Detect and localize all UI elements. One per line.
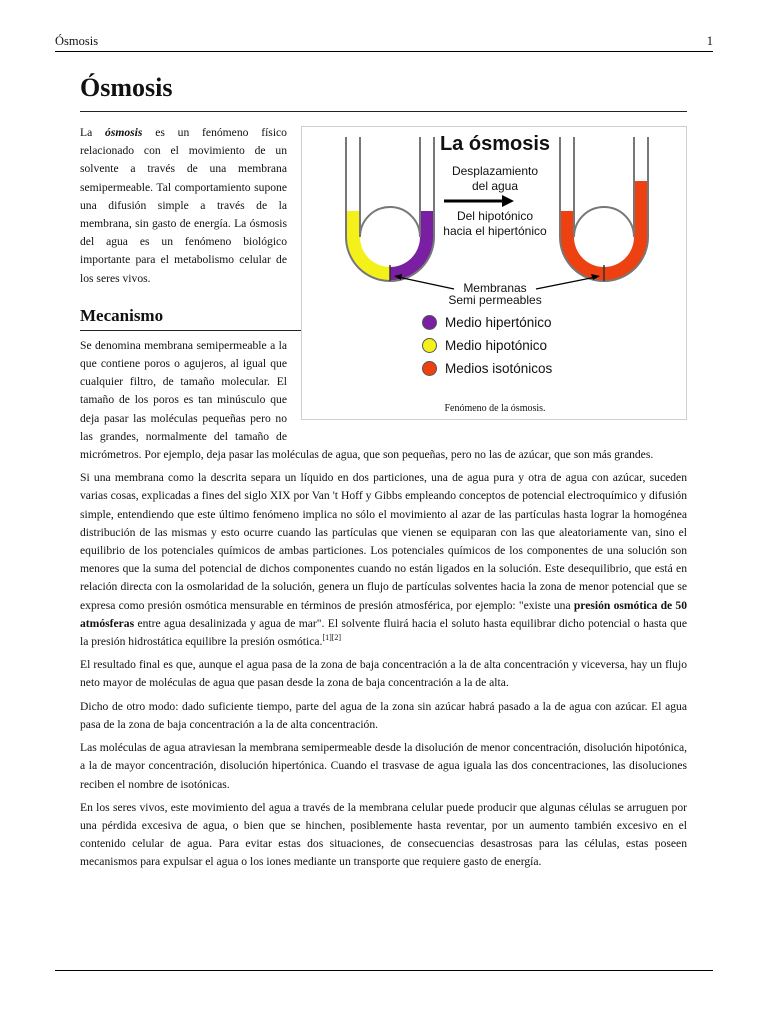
legend-dot-icon [422,361,437,376]
reference-link[interactable]: [1][2] [322,633,342,643]
footer-rule [55,970,713,971]
mecanismo-paragraph-2 [80,469,687,651]
legend-item-hypotonic [422,338,547,353]
running-header [55,34,713,52]
membranes-label-line-1: Membranas [463,281,527,295]
right-u-tube [556,137,652,287]
arrow-label [430,164,560,194]
legend-label: Medio hipotónico [445,338,548,353]
page-number: 1 [706,34,713,48]
legend-label: Medio hipertónico [445,315,552,330]
figure-title: La ósmosis [439,133,551,155]
direction-label-line-2: hacia el hipertónico [443,224,547,238]
direction-label [430,209,560,239]
p2-bold: presión osmótica de 50 atmósferas [80,598,688,630]
legend-dot-icon [422,338,437,353]
arrow-label-line-2: del agua [471,179,519,193]
osmosis-figure [301,126,687,420]
membranes-label-line-2: Semi permeables [448,293,542,307]
legend-label: Medios isotónicos [445,361,553,376]
displacement-arrow-icon [444,195,514,207]
mecanismo-paragraph-3: El resultado final es que, aunque el agua pasa de la zona de baja concentración a la de alta concentración y viceversa, hay un flujo neto mayor de moléculas de agua que pasan desde la zona de baja concentración a la de alta. [80,658,687,690]
intro-term: ósmosis [105,126,143,139]
section-heading: Mecanismo [80,306,687,331]
legend-item-hypertonic [422,315,552,330]
article-content [80,72,687,877]
direction-label-line-1: Del hipotónico [456,209,534,223]
p2-part-a: Si una membrana como la descrita separa un líquido en dos particiones, una de agua pura y otra de agua con azúcar, suceden varias cosas, explicadas a fines del siglo XIX por Van 't Hoff y Gibbs empleando conceptos de potencial electroquímico y difusión simple, entendiendo que este último fenómeno implica no sólo el movimiento al azar de las partículas hasta lograr la homogénea distribución de las mismas y esto ocurre cuando las partículas que vienen se equiparan con las que aleatoriamente van, sino el equilibrio de los potenciales químicos de ambas particiones. Los potenciales químicos de los componentes de una solución son menores que la suma del potencial de dichos componentes cuando no están ligados en la solución. Este desequilibrio, que está en relación directa con la osmolaridad de la solución, genera un flujo de partículas solventes hacia la zona de menor potencial que se expresa como presión osmótica mensurable en términos de presión atmosférica, por ejemplo: "existe una [80,471,687,612]
arrow-label-line-1: Desplazamiento [451,164,539,178]
intro-pre: La [80,126,106,139]
figure-caption: Fenómeno de la ósmosis. [444,403,546,414]
left-u-tube [342,137,438,291]
mecanismo-paragraph-5: Las moléculas de agua atraviesan la membrana semipermeable desde la disolución de menor concentración, disolución hipotónica, a la de mayor concentración, disolución hipertónica. Cuando el trasvase de agua iguala las dos concentraciones, las disoluciones reciben el nombre de isotónicas. [80,741,687,791]
page-title: Ósmosis [80,72,687,112]
running-title: Ósmosis [55,34,99,48]
mecanismo-paragraph-1: Se denomina membrana semipermeable a la que contiene poros o agujeros, al igual que cualquier filtro, de tamaño molecular. El tamaño de los poros es tan minúsculo que deja pasar las moléculas pequeñas pero no las grandes, normalmente del tamaño de micrómetros. Por ejemplo, deja pasar las moléculas de agua, que son pequeñas, pero no las de azúcar, que son más grandes. [80,338,654,462]
membranes-label [430,282,560,306]
mecanismo-paragraph-4: Dicho de otro modo: dado suficiente tiempo, parte del agua de la zona sin azúcar habrá pasado a la de agua con azúcar. El agua pasa de la zona de baja concentración a la de alta concentración. [80,699,687,731]
p2-part-b: entre agua desalinizada y agua de mar". El solvente fluirá hacia el soluto hasta equilibrar dicho potencial o hasta que la presión hidrostática equilibre la presión osmótica. [80,616,687,649]
mecanismo-paragraph-6: En los seres vivos, este movimiento del agua a través de la membrana celular puede producir que algunas células se arruguen por una pérdida excesiva de agua, o bien que se hinchen, posiblemente hasta reventar, por un aumento también excesivo en el contenido celular de agua. Para evitar estas dos situaciones, de consecuencias desastrosas para las células, estas poseen mecanismos para expulsar el agua o los iones mediante un transporte que requiere gasto de energía. [80,800,687,869]
intro-post: es un fenómeno físico relacionado con el movimiento de un solvente a través de una membrana semipermeable. Tal comportamiento supone una difusión simple a través de la membrana, sin gasto de energía. La ósmosis del agua es un fenómeno biológico importante para el metabolismo celular de los seres vivos. [80,126,287,285]
legend-dot-icon [422,315,437,330]
legend-item-isotonic [422,361,552,376]
